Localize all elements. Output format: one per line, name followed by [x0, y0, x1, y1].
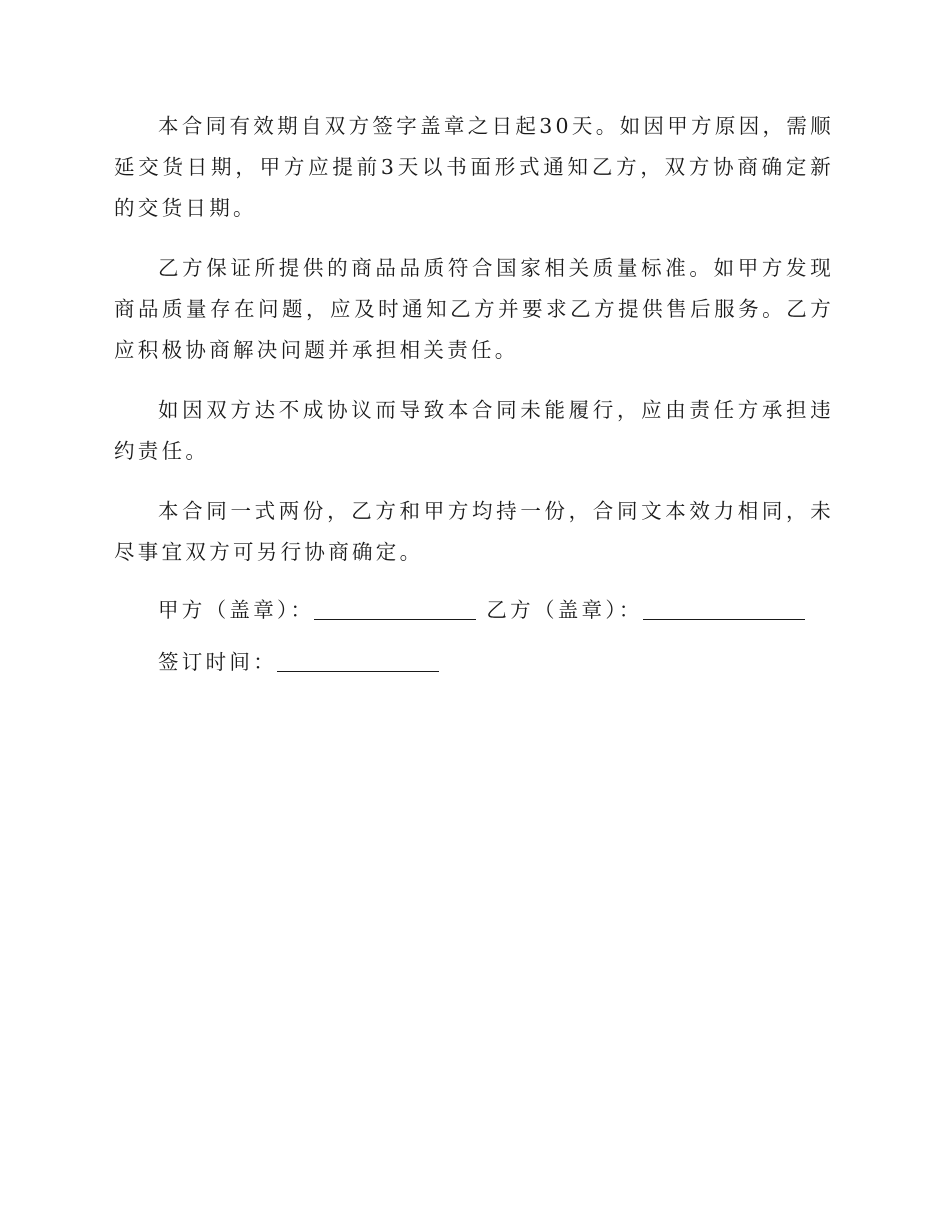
party-a-label: 甲方（盖章）： [158, 598, 315, 622]
party-a-signature-line [314, 618, 476, 620]
party-b-label: 乙方（盖章）： [486, 598, 643, 622]
paragraph-quality: 乙方保证所提供的商品品质符合国家相关质量标准。如甲方发现商品质量存在问题，应及时通知乙方并要求乙方提供售后服务。乙方应积极协商解决问题并承担相关责任。 [114, 256, 834, 362]
paragraph-copies: 本合同一式两份，乙方和甲方均持一份，合同文本效力相同，未尽事宜双方可另行协商确定。 [114, 499, 834, 564]
date-label: 签订时间： [158, 650, 277, 674]
signature-row [114, 592, 834, 629]
paragraph-breach: 如因双方达不成协议而导致本合同未能履行，应由责任方承担违约责任。 [114, 398, 834, 463]
party-b-signature-line [643, 618, 805, 620]
date-line [277, 670, 439, 672]
paragraph-validity: 本合同有效期自双方签字盖章之日起30天。如因甲方原因，需顺延交货日期，甲方应提前3天以书面形式通知乙方，双方协商确定新的交货日期。 [114, 114, 834, 220]
date-row [114, 644, 834, 681]
